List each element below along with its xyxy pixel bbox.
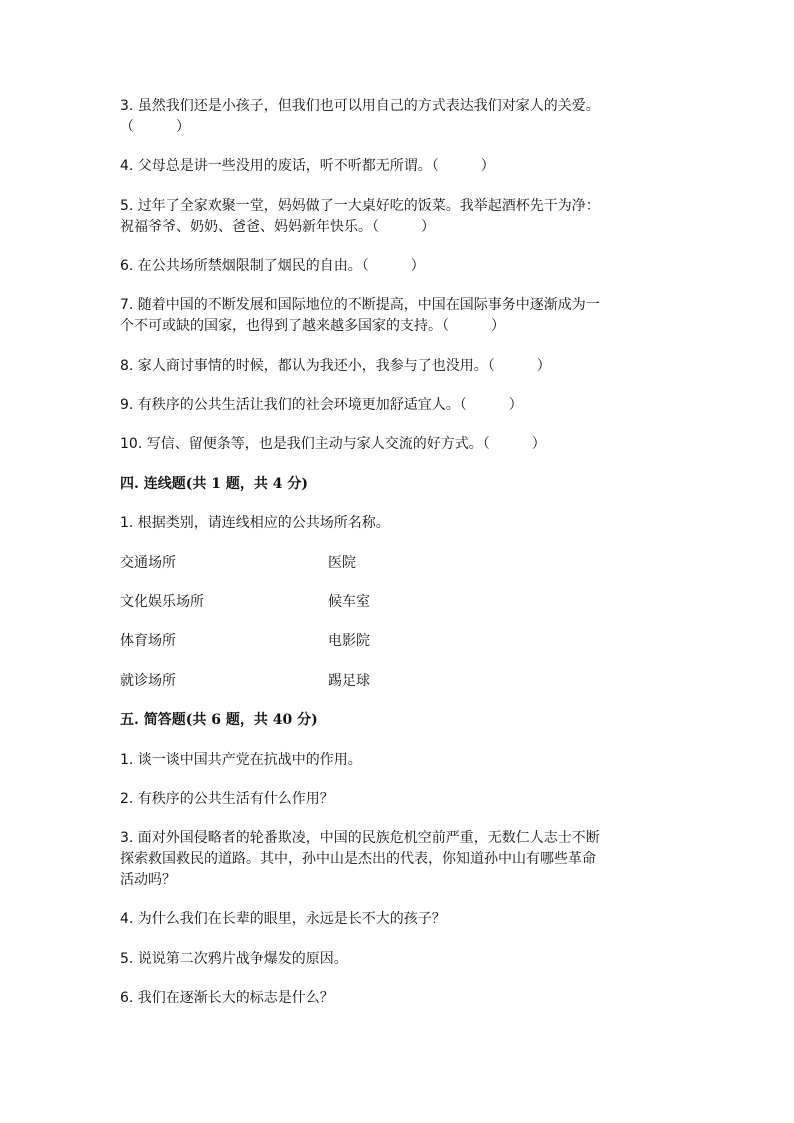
matching-left-item[interactable]: 体育场所 <box>120 633 176 649</box>
tf-question-10: 10. 写信、留便条等，也是我们主动与家人交流的好方式。（ ） <box>120 436 546 452</box>
matching-right-item[interactable]: 医院 <box>328 555 356 571</box>
tf-question-3-line2: （ ） <box>120 119 190 135</box>
tf-question-5-line2: 祝福爷爷、奶奶、爸爸、妈妈新年快乐。（ ） <box>120 219 435 235</box>
tf-question-4: 4. 父母总是讲一些没用的废话，听不听都无所谓。（ ） <box>120 158 495 174</box>
tf-question-7-line1: 7. 随着中国的不断发展和国际地位的不断提高，中国在国际事务中逐渐成为一 <box>120 297 600 313</box>
sa-question-3-line2: 探索救国救民的道路。其中，孙中山是杰出的代表，你知道孙中山有哪些革命 <box>120 851 596 867</box>
matching-left-item[interactable]: 文化娱乐场所 <box>120 594 204 610</box>
sa-question-3-line1: 3. 面对外国侵略者的轮番欺凌，中国的民族危机空前严重，无数仁人志士不断 <box>120 830 600 846</box>
matching-question: 1. 根据类别，请连线相应的公共场所名称。 <box>120 515 390 531</box>
tf-question-5-line1: 5. 过年了全家欢聚一堂，妈妈做了一大桌好吃的饭菜。我举起酒杯先干为净： <box>120 198 600 214</box>
tf-question-6: 6. 在公共场所禁烟限制了烟民的自由。（ ） <box>120 258 425 274</box>
sa-question-2: 2. 有秩序的公共生活有什么作用？ <box>120 791 334 807</box>
matching-right-item[interactable]: 电影院 <box>328 633 370 649</box>
tf-question-3-line1: 3. 虽然我们还是小孩子，但我们也可以用自己的方式表达我们对家人的关爱。 <box>120 98 600 114</box>
sa-question-5: 5. 说说第二次鸦片战争爆发的原因。 <box>120 951 348 967</box>
matching-right-item[interactable]: 候车室 <box>328 594 370 610</box>
matching-section-heading: 四. 连线题(共 1 题，共 4 分) <box>120 476 308 492</box>
sa-question-1: 1. 谈一谈中国共产党在抗战中的作用。 <box>120 752 362 768</box>
tf-question-8: 8. 家人商讨事情的时候，都认为我还小，我参与了也没用。（ ） <box>120 358 551 374</box>
sa-question-4: 4. 为什么我们在长辈的眼里，永远是长不大的孩子？ <box>120 911 446 927</box>
matching-left-item[interactable]: 交通场所 <box>120 555 176 571</box>
tf-question-7-line2: 个不可或缺的国家，也得到了越来越多国家的支持。（ ） <box>120 318 505 334</box>
sa-question-6: 6. 我们在逐渐长大的标志是什么？ <box>120 990 334 1006</box>
matching-right-item[interactable]: 踢足球 <box>328 673 370 689</box>
matching-left-item[interactable]: 就诊场所 <box>120 673 176 689</box>
tf-question-9: 9. 有秩序的公共生活让我们的社会环境更加舒适宜人。（ ） <box>120 397 523 413</box>
sa-question-3-line3: 活动吗？ <box>120 872 176 888</box>
short-answer-section-heading: 五. 简答题(共 6 题，共 40 分) <box>120 712 318 728</box>
